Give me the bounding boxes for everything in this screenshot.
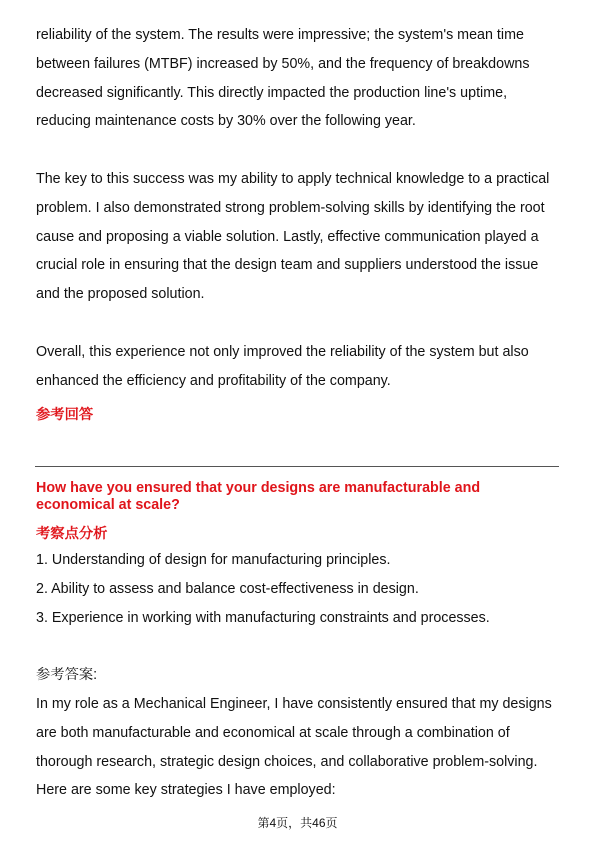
reference-answer-heading: 参考回答: [36, 407, 94, 423]
overall-line: enhanced the efficiency and profitability of the company.: [36, 372, 391, 389]
key-paragraph: [36, 165, 559, 309]
analysis-points-list: [36, 546, 559, 632]
answer-paragraph: [36, 690, 559, 805]
overall-paragraph: [36, 338, 559, 396]
answer-line: are both manufacturable and economical at scale through a combination of: [36, 724, 510, 741]
key-line: crucial role in ensuring that the design team and suppliers understood the issue: [36, 257, 539, 274]
intro-paragraph: [36, 21, 559, 136]
key-line: and the proposed solution.: [36, 286, 205, 303]
intro-line: between failures (MTBF) increased by 50%, and the frequency of breakdowns: [36, 55, 530, 72]
overall-line: Overall, this experience not only improved the reliability of the system but also: [36, 344, 529, 360]
key-line: cause and proposing a viable solution. Lastly, effective communication played a: [36, 228, 539, 245]
analysis-heading: 考察点分析: [36, 526, 108, 542]
intro-line: reducing maintenance costs by 30% over the following year.: [36, 113, 416, 130]
question-title: [36, 480, 559, 514]
list-item: 3. Experience in working with manufacturing constraints and processes.: [36, 609, 490, 626]
section-divider: [35, 466, 559, 467]
list-item: 1. Understanding of design for manufacturing principles.: [36, 552, 391, 568]
page-number-footer: 第4页，共46页: [257, 816, 338, 830]
intro-line: decreased significantly. This directly impacted the production line's uptime,: [36, 84, 508, 101]
key-line: The key to this success was my ability to apply technical knowledge to a practical: [36, 171, 550, 187]
answer-label: 参考答案:: [36, 667, 98, 683]
list-item: 2. Ability to assess and balance cost-effectiveness in design.: [36, 580, 419, 597]
question-title-line: economical at scale?: [36, 497, 180, 513]
answer-line: In my role as a Mechanical Engineer, I have consistently ensured that my designs: [36, 696, 552, 712]
answer-line: thorough research, strategic design choices, and collaborative problem-solving.: [36, 753, 538, 770]
question-title-line: How have you ensured that your designs are manufacturable and: [36, 480, 481, 496]
intro-line: reliability of the system. The results were impressive; the system's mean time: [36, 27, 524, 43]
key-line: problem. I also demonstrated strong problem-solving skills by identifying the root: [36, 199, 545, 216]
answer-line: Here are some key strategies I have employed:: [36, 782, 336, 799]
